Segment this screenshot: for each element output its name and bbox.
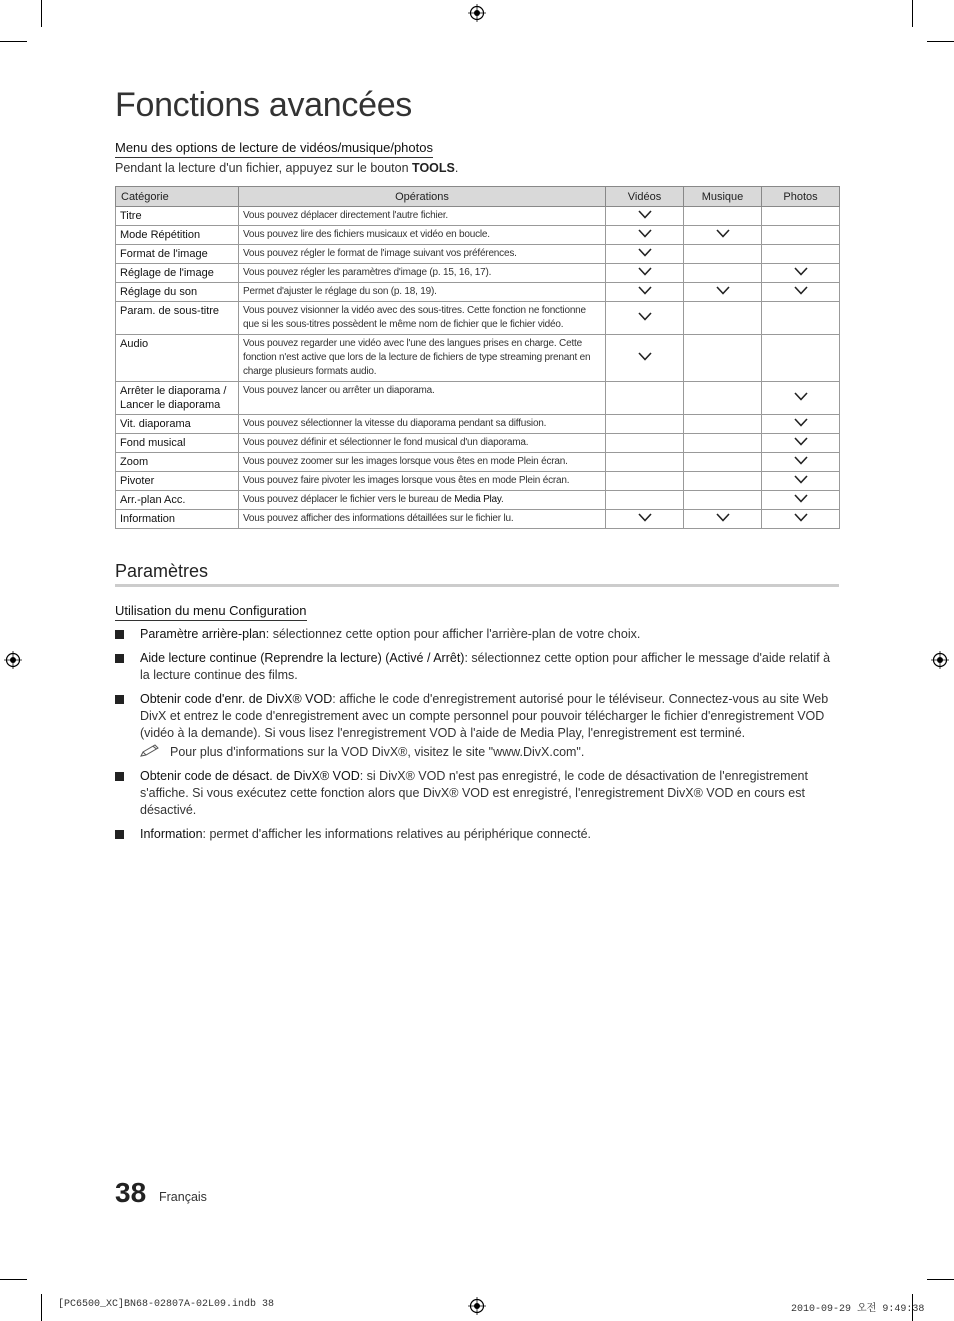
row-operation: Vous pouvez régler les paramètres d'image (p. 15, 16, 17). [239,264,606,283]
row-video-cell [606,472,684,491]
check-icon [794,392,808,401]
pencil-icon [140,744,160,758]
row-operation: Vous pouvez regarder une vidéo avec l'une des langues prises en charge. Cette fonction n'est active que lors de la lecture de fichiers de type streaming prenant en charge plusieurs formats audio. [239,335,606,382]
bullet-term: Information [140,827,203,841]
check-icon [716,286,730,295]
check-icon [716,229,730,238]
row-operation: Vous pouvez lire des fichiers musicaux et vidéo en boucle. [239,226,606,245]
row-music-cell [684,415,762,434]
row-music-cell [684,226,762,245]
table-row [116,245,840,264]
row-photo-cell [762,453,840,472]
row-category: Titre [116,207,239,226]
row-music-cell [684,264,762,283]
row-operation: Vous pouvez lancer ou arrêter un diaporama. [239,382,606,415]
bullet-square-icon [115,630,124,639]
playback-options-table [115,186,840,529]
row-category: Param. de sous-titre [116,302,239,335]
table-body [116,207,840,529]
row-category: Information [116,510,239,529]
row-video-cell [606,434,684,453]
row-category: Zoom [116,453,239,472]
row-video-cell [606,382,684,415]
operation-highlight: Media Play [454,494,501,505]
row-video-cell [606,264,684,283]
registration-mark-icon [468,4,486,22]
tools-button-label: TOOLS [412,161,455,175]
bullet-text: : affiche le code d'enregistrement autorisé pour le téléviseur. Connectez-vous au site Web DivX et entrez le code d'enregistrement avec un compte personnel pour pouvoir télécharger le fichier d'enregistrement VOD (vidéo à la demande). Si vous lisez l'enregistrement VOD à l'aide de Media Play, l'enregistrement est terminé. [140,692,829,740]
row-operation: Vous pouvez déplacer directement l'autre fichier. [239,207,606,226]
check-icon [794,475,808,484]
row-music-cell [684,491,762,510]
row-photo-cell [762,207,840,226]
check-icon [638,210,652,219]
row-music-cell [684,453,762,472]
check-icon [794,437,808,446]
page-number: 38 [115,1177,147,1208]
row-music-cell [684,335,762,382]
settings-bullet-list [115,626,839,850]
operation-text: Vous pouvez déplacer le fichier vers le bureau de [243,494,455,505]
bullet-term: Aide lecture continue (Reprendre la lecture) (Activé / Arrêt) [140,651,465,665]
row-music-cell [684,382,762,415]
check-icon [794,286,808,295]
check-icon [638,286,652,295]
row-operation: Vous pouvez afficher des informations détaillées sur le fichier lu. [239,510,606,529]
table-row [116,335,840,382]
row-photo-cell [762,283,840,302]
row-video-cell [606,453,684,472]
row-music-cell [684,207,762,226]
intro-suffix: . [454,161,459,175]
row-photo-cell [762,491,840,510]
row-photo-cell [762,226,840,245]
table-row [116,472,840,491]
table-row [116,382,840,415]
row-category: Arrêter le diaporama / Lancer le diaporama [116,382,239,415]
row-operation [239,491,606,510]
bullet-square-icon [115,830,124,839]
crop-mark [912,0,913,27]
row-operation: Vous pouvez visionner la vidéo avec des sous-titres. Cette fonction ne fonctionne que si les sous-titres possèdent le même nom de fichier que le fichier vidéo. [239,302,606,335]
row-music-cell [684,510,762,529]
row-photo-cell [762,510,840,529]
page-language: Français [159,1190,207,1204]
row-photo-cell [762,335,840,382]
row-operation: Vous pouvez définir et sélectionner le fond musical d'un diaporama. [239,434,606,453]
check-icon [638,312,652,321]
note-text: Pour plus d'informations sur la VOD DivX®, visitez le site "www.DivX.com". [170,745,585,759]
row-operation: Vous pouvez zoomer sur les images lorsque vous êtes en mode Plein écran. [239,453,606,472]
row-category: Réglage de l'image [116,264,239,283]
bullet-term: Paramètre arrière-plan [140,627,266,641]
registration-mark-icon [931,651,949,669]
menu-options-intro [115,161,458,175]
check-icon [638,513,652,522]
table-row [116,415,840,434]
bullet-square-icon [115,654,124,663]
row-video-cell [606,510,684,529]
row-video-cell [606,245,684,264]
row-category: Arr.-plan Acc. [116,491,239,510]
bullet-term: Obtenir code de désact. de DivX® VOD [140,769,360,783]
intro-prefix: Pendant la lecture d'un fichier, appuyez sur le bouton [115,161,413,175]
check-icon [794,513,808,522]
row-photo-cell [762,264,840,283]
row-category: Format de l'image [116,245,239,264]
page-title: Fonctions avancées [115,86,412,124]
header-operations: Opérations [239,187,606,207]
crop-mark [41,0,42,27]
crop-mark [927,1279,954,1280]
row-photo-cell [762,382,840,415]
footer-timestamp: 2010-09-29 오전 9:49:38 [791,1304,925,1315]
row-video-cell [606,226,684,245]
list-item [115,626,839,643]
row-video-cell [606,283,684,302]
row-category: Pivoter [116,472,239,491]
settings-subheading: Utilisation du menu Configuration [115,603,307,621]
row-photo-cell [762,472,840,491]
registration-mark-icon [4,651,22,669]
row-video-cell [606,335,684,382]
row-operation: Permet d'ajuster le réglage du son (p. 18, 19). [239,283,606,302]
check-icon [794,494,808,503]
row-photo-cell [762,434,840,453]
header-photos: Photos [762,187,840,207]
row-photo-cell [762,302,840,335]
row-music-cell [684,245,762,264]
divx-note [140,744,839,761]
bullet-term: Obtenir code d'enr. de DivX® VOD [140,692,333,706]
row-photo-cell [762,245,840,264]
list-item [115,650,839,684]
row-category: Vit. diaporama [116,415,239,434]
registration-mark-icon [468,1297,486,1315]
row-music-cell [684,434,762,453]
row-music-cell [684,302,762,335]
footer-file-info: [PC6500_XC]BN68-02807A-02L09.indb 38 [58,1299,275,1310]
bullet-square-icon [115,695,124,704]
bullet-text: : si DivX® VOD n'est pas enregistré, le code de désactivation de l'enregistrement s'affiche. Si vous exécutez cette fonction alors que DivX® VOD est enregistré, l'enregistrement DivX® VOD en cours est désactivé. [140,769,808,817]
row-category: Audio [116,335,239,382]
row-video-cell [606,491,684,510]
check-icon [794,267,808,276]
table-row [116,491,840,510]
check-icon [794,456,808,465]
row-video-cell [606,207,684,226]
bullet-text: : sélectionnez cette option pour afficher le message d'aide relatif à la lecture continue des films. [140,651,831,682]
table-row [116,283,840,302]
table-row [116,207,840,226]
section-divider [115,584,839,587]
list-item [115,826,839,843]
header-category: Catégorie [116,187,239,207]
row-category: Fond musical [116,434,239,453]
table-row [116,453,840,472]
list-item [115,691,839,761]
header-music: Musique [684,187,762,207]
settings-section-title: Paramètres [115,561,209,581]
row-operation: Vous pouvez faire pivoter les images lorsque vous êtes en mode Plein écran. [239,472,606,491]
row-operation: Vous pouvez régler le format de l'image suivant vos préférences. [239,245,606,264]
row-category: Réglage du son [116,283,239,302]
check-icon [638,352,652,361]
bullet-square-icon [115,772,124,781]
list-item [115,768,839,819]
bullet-text: : sélectionnez cette option pour afficher l'arrière-plan de votre choix. [265,627,641,641]
table-row [116,302,840,335]
table-header-row [116,187,840,207]
table-row [116,510,840,529]
check-icon [638,248,652,257]
check-icon [638,267,652,276]
table-row [116,264,840,283]
check-icon [794,418,808,427]
row-category: Mode Répétition [116,226,239,245]
row-operation: Vous pouvez sélectionner la vitesse du diaporama pendant sa diffusion. [239,415,606,434]
crop-mark [41,1294,42,1321]
row-video-cell [606,415,684,434]
menu-options-heading: Menu des options de lecture de vidéos/musique/photos [115,140,433,158]
bullet-text: : permet d'afficher les informations relatives au périphérique connecté. [202,827,592,841]
header-videos: Vidéos [606,187,684,207]
row-photo-cell [762,415,840,434]
row-music-cell [684,283,762,302]
crop-mark [927,41,954,42]
operation-end: . [500,494,504,505]
crop-mark [0,41,27,42]
check-icon [638,229,652,238]
table-row [116,226,840,245]
crop-mark [0,1279,27,1280]
check-icon [716,513,730,522]
row-video-cell [606,302,684,335]
table-row [116,434,840,453]
row-music-cell [684,472,762,491]
